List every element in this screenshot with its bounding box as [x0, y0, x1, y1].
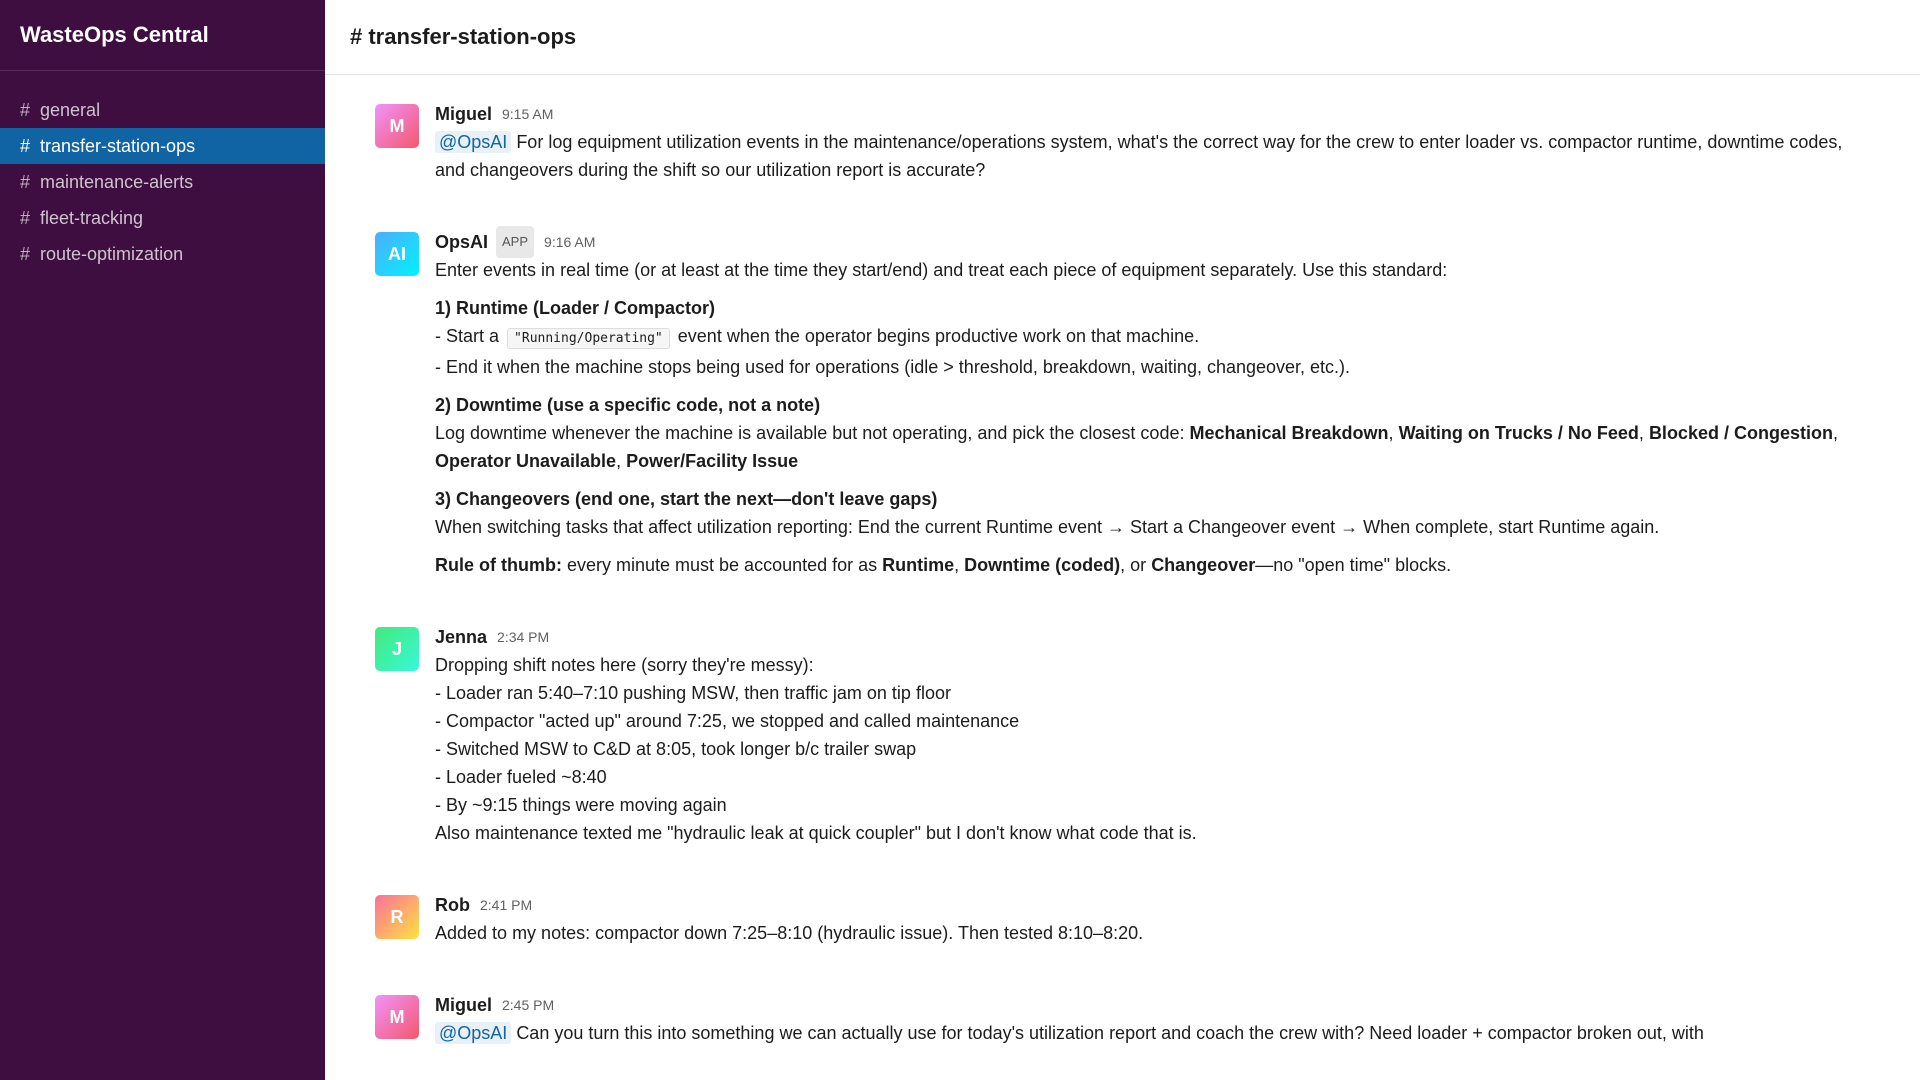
message — [375, 100, 1870, 184]
sidebar — [0, 0, 325, 1080]
avatar[interactable]: M — [375, 995, 419, 1039]
channel-label: route-optimization — [40, 243, 184, 264]
channel-title: # transfer-station-ops — [325, 0, 1920, 75]
author-name[interactable]: Miguel — [435, 995, 492, 1015]
message — [375, 991, 1870, 1047]
downtime-code: Waiting on Trucks / No Feed — [1398, 423, 1639, 443]
section-heading: 2) Downtime (use a specific code, not a note) — [435, 395, 821, 415]
timestamp[interactable]: 2:34 PM — [497, 629, 550, 645]
separator: , — [616, 451, 627, 471]
timestamp[interactable]: 2:41 PM — [480, 897, 533, 913]
hash-icon: # — [20, 171, 31, 192]
avatar[interactable]: M — [375, 104, 419, 148]
avatar[interactable]: J — [375, 627, 419, 671]
sidebar-item-fleet-tracking[interactable] — [0, 200, 325, 236]
sidebar-item-general[interactable] — [0, 92, 325, 128]
separator: , — [1832, 423, 1838, 443]
text: Runtime — [882, 555, 955, 575]
message-line: - Compactor "acted up" around 7:25, we stopped and called maintenance — [435, 711, 1020, 731]
timestamp[interactable]: 9:15 AM — [502, 106, 554, 122]
message-line — [435, 419, 1870, 475]
timestamp[interactable]: 2:45 PM — [502, 997, 555, 1013]
downtime-code: Mechanical Breakdown — [1189, 423, 1389, 443]
inline-code: "Running/Operating" — [507, 328, 670, 349]
rule-of-thumb — [435, 551, 1870, 579]
section-heading: 3) Changeovers (end one, start the next—don't leave gaps) — [435, 489, 938, 509]
hash-icon: # — [20, 207, 31, 228]
mention[interactable]: @OpsAI — [435, 131, 511, 153]
channel-label: general — [40, 99, 101, 120]
sidebar-item-route-optimization[interactable] — [0, 236, 325, 272]
main-panel — [325, 0, 1920, 1080]
message-text: Added to my notes: compactor down 7:25–8:10 (hydraulic issue). Then tested 8:10–8:20. — [435, 923, 1144, 943]
channel-label: fleet-tracking — [40, 207, 144, 228]
message-text: Can you turn this into something we can actually use for today's utilization report and coach the crew with? Need loader + compactor broken out, with — [516, 1023, 1704, 1043]
downtime-code: Power/Facility Issue — [626, 451, 799, 471]
message — [375, 228, 1870, 579]
separator: , — [1638, 423, 1649, 443]
downtime-code: Operator Unavailable — [435, 451, 617, 471]
message-line: - End it when the machine stops being used for operations (idle > threshold, breakdown, waiting, changeover, etc.). — [435, 357, 1351, 377]
message-text: For log equipment utilization events in the maintenance/operations system, what's the correct way for the crew to enter loader vs. compactor runtime, downtime codes, and changeovers during the shift so our utilization report is accurate? — [435, 132, 1843, 180]
message-text: Enter events in real time (or at least at the time they start/end) and treat each piece of equipment separately. Use this standard: — [435, 260, 1448, 280]
message-line: - Switched MSW to C&D at 8:05, took longer b/c trailer swap — [435, 739, 917, 759]
message-line: Dropping shift notes here (sorry they're messy): — [435, 655, 814, 675]
message — [375, 623, 1870, 847]
app-badge: APP — [496, 226, 534, 258]
avatar[interactable]: AI — [375, 232, 419, 276]
sidebar-item-maintenance-alerts[interactable] — [0, 164, 325, 200]
workspace-name[interactable]: WasteOps Central — [0, 0, 325, 71]
rule-label: Rule of thumb: — [435, 555, 562, 575]
text: Downtime (coded) — [964, 555, 1121, 575]
author-name[interactable]: Jenna — [435, 627, 488, 647]
text: Log downtime whenever the machine is available but not operating, and pick the closest code: — [435, 423, 1190, 443]
separator: , — [1388, 423, 1399, 443]
message-line: Also maintenance texted me "hydraulic leak at quick coupler" but I don't know what code that is. — [435, 823, 1197, 843]
text: , or — [1120, 555, 1152, 575]
section-heading: 1) Runtime (Loader / Compactor) — [435, 298, 716, 318]
author-name[interactable]: Miguel — [435, 104, 492, 124]
hash-icon: # — [20, 243, 31, 264]
text: —no "open time" blocks. — [1255, 555, 1452, 575]
mention[interactable]: @OpsAI — [435, 1022, 511, 1044]
hash-icon: # — [20, 99, 31, 120]
message-list — [325, 75, 1920, 1080]
message-line: When switching tasks that affect utilization reporting: End the current Runtime event → Start a Changeover event → When complete, start Runtime again. — [435, 517, 1660, 537]
author-name[interactable]: Rob — [435, 895, 470, 915]
text: Changeover — [1151, 555, 1256, 575]
text: event when the operator begins productive work on that machine. — [677, 326, 1200, 346]
channel-label: maintenance-alerts — [40, 171, 194, 192]
channel-label: transfer-station-ops — [40, 135, 196, 156]
message-line: - Loader fueled ~8:40 — [435, 767, 607, 787]
timestamp[interactable]: 9:16 AM — [544, 234, 596, 250]
message — [375, 891, 1870, 947]
sidebar-item-transfer-station-ops[interactable] — [0, 128, 325, 164]
message-line: - Loader ran 5:40–7:10 pushing MSW, then traffic jam on tip floor — [435, 683, 951, 703]
text: , — [954, 555, 965, 575]
message-line: - By ~9:15 things were moving again — [435, 795, 727, 815]
text: - Start a — [435, 326, 500, 346]
author-name[interactable]: OpsAI — [435, 232, 489, 252]
avatar[interactable]: R — [375, 895, 419, 939]
hash-icon: # — [20, 135, 31, 156]
channel-list — [0, 71, 325, 272]
message-line — [435, 322, 1870, 353]
text: every minute must be accounted for as — [561, 555, 883, 575]
downtime-code: Blocked / Congestion — [1648, 423, 1833, 443]
